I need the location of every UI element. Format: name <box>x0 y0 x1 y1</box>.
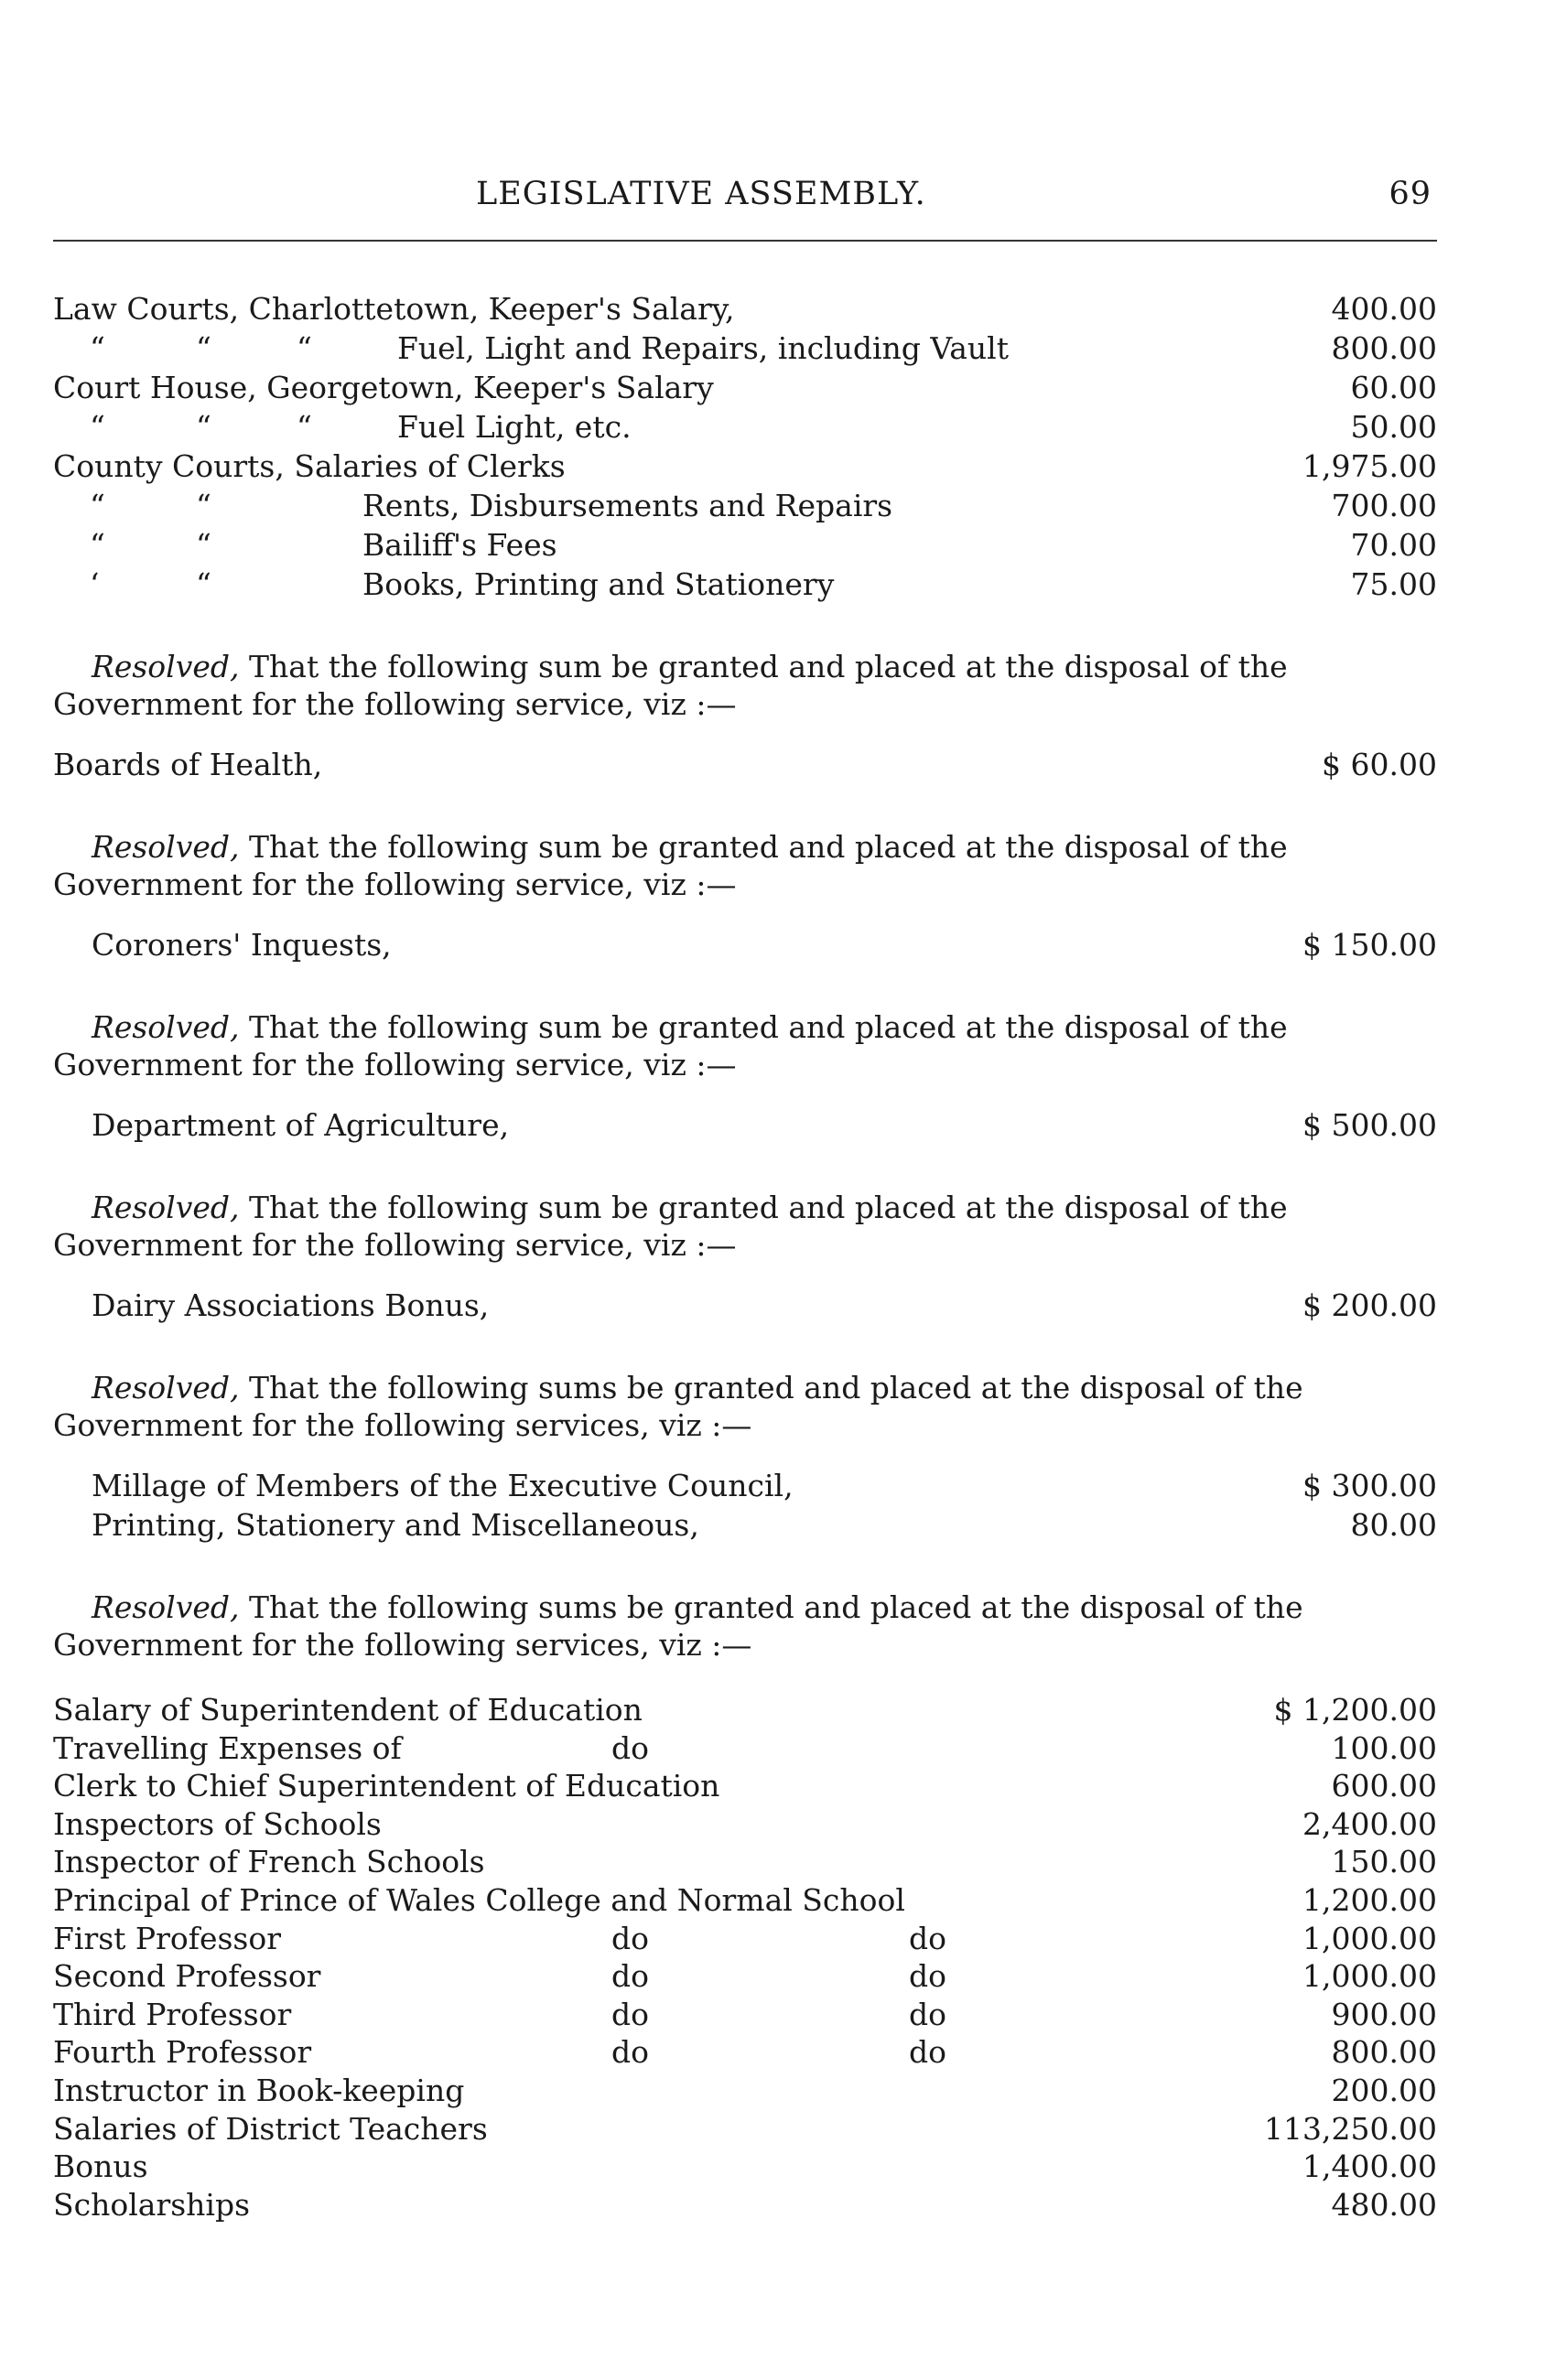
item-text: County Courts, Salaries of Clerks <box>53 448 566 484</box>
item-label <box>53 2148 1245 2186</box>
item-amount: 75.00 <box>1350 566 1437 602</box>
item-label <box>53 1920 1245 1958</box>
ditto-do: do <box>611 1920 649 1956</box>
grant-item <box>53 1105 1437 1145</box>
item-label <box>53 2186 1245 2224</box>
grant-label: Millage of Members of the Executive Council, <box>92 1468 794 1503</box>
list-item <box>53 486 1437 525</box>
resolution-body: That the following sum be granted and placed at the disposal of the Government for the following service, viz :— <box>53 1190 1288 1263</box>
item-label <box>53 1996 1245 2034</box>
ditto-do: do <box>909 1996 946 2032</box>
ditto-mark: “ <box>196 488 211 523</box>
item-amount: 150.00 <box>1331 1844 1437 1880</box>
ditto-do: do <box>611 2034 649 2071</box>
item-amount: 2,400.00 <box>1302 1805 1437 1842</box>
item-text: Principal of Prince of Wales College and Normal School <box>53 1881 905 1918</box>
grant-amount: $ 150.00 <box>1302 927 1437 963</box>
item-text: Clerk to Chief Superintendent of Education <box>53 1768 720 1804</box>
resolution-body: That the following sum be granted and placed at the disposal of the Government for the following service, viz :— <box>53 829 1288 902</box>
list-item <box>53 1996 1437 2034</box>
item-label <box>53 328 1245 368</box>
list-item <box>53 2033 1437 2072</box>
item-amount: 1,000.00 <box>1302 1958 1437 1995</box>
ditto-mark: “ <box>196 527 211 563</box>
item-amount: 200.00 <box>1331 2072 1437 2108</box>
list-item <box>53 1843 1437 1881</box>
item-text: Second Professor <box>53 1958 321 1995</box>
item-label <box>53 2033 1245 2072</box>
item-amount: 800.00 <box>1331 330 1437 366</box>
item-label <box>53 1957 1245 1996</box>
ditto-do: do <box>611 1958 649 1995</box>
item-amount: 60.00 <box>1350 370 1437 405</box>
item-text: Law Courts, Charlottetown, Keeper's Salary, <box>53 291 735 327</box>
item-text: Instructor in Book-keeping <box>53 2072 465 2108</box>
item-text: Bailiff's Fees <box>362 527 557 563</box>
item-amount: 700.00 <box>1331 488 1437 523</box>
item-label <box>53 1729 1245 1768</box>
grant-amount: 80.00 <box>1350 1507 1437 1543</box>
resolved-word: Resolved, <box>92 1370 240 1405</box>
item-text: Books, Printing and Stationery <box>362 566 835 602</box>
list-item <box>53 407 1437 447</box>
item-text: First Professor <box>53 1920 282 1956</box>
item-label <box>53 2072 1245 2110</box>
resolution <box>53 648 1437 784</box>
ditto-do: do <box>909 2034 946 2071</box>
resolved-word: Resolved, <box>92 1589 240 1625</box>
item-text: Salaries of District Teachers <box>53 2110 488 2147</box>
resolution-text <box>53 648 1437 723</box>
ditto-do: do <box>611 1996 649 2032</box>
resolution <box>53 1369 1437 1545</box>
item-amount: 1,400.00 <box>1302 2148 1437 2185</box>
item-amount: 480.00 <box>1331 2186 1437 2223</box>
item-text: Salary of Superintendent of Education <box>53 1692 643 1728</box>
ditto-mark: “ <box>90 527 105 563</box>
list-item <box>53 2110 1437 2148</box>
ditto-mark: “ <box>90 488 105 523</box>
item-text: Third Professor <box>53 1996 292 2032</box>
page-header <box>53 176 1437 221</box>
ditto-mark: “ <box>90 330 105 366</box>
item-text: Rents, Disbursements and Repairs <box>362 488 893 523</box>
item-text: Fuel, Light and Repairs, including Vault <box>397 330 1009 366</box>
item-amount: 600.00 <box>1331 1768 1437 1804</box>
item-label <box>53 2110 1245 2148</box>
grant-amount: $ 300.00 <box>1302 1468 1437 1503</box>
resolution-body: That the following sum be granted and placed at the disposal of the Government for the following service, viz :— <box>53 1009 1288 1082</box>
item-amount: 70.00 <box>1350 527 1437 563</box>
item-label <box>53 289 1245 328</box>
list-item <box>53 1805 1437 1844</box>
page-number: 69 <box>1389 176 1432 212</box>
grant-amount: $ 200.00 <box>1302 1287 1437 1323</box>
resolved-word: Resolved, <box>92 829 240 865</box>
item-label <box>53 1843 1245 1881</box>
resolved-word: Resolved, <box>92 1009 240 1045</box>
resolution-text <box>53 1189 1437 1264</box>
list-item <box>53 2148 1437 2186</box>
list-item <box>53 289 1437 328</box>
list-item <box>53 1691 1437 1729</box>
item-label <box>53 1881 1245 1920</box>
item-text: Court House, Georgetown, Keeper's Salary <box>53 370 714 405</box>
grant-item <box>53 1286 1437 1325</box>
running-title: LEGISLATIVE ASSEMBLY. <box>476 176 926 212</box>
item-text: Bonus <box>53 2148 148 2185</box>
item-text: Scholarships <box>53 2186 251 2223</box>
resolved-word: Resolved, <box>92 1190 240 1225</box>
ditto-mark: ‘ <box>90 566 100 602</box>
item-text: Inspectors of Schools <box>53 1805 382 1842</box>
grant-item <box>53 1505 1437 1545</box>
list-item <box>53 328 1437 368</box>
grant-item <box>53 925 1437 964</box>
grant-label: Coroners' Inquests, <box>92 927 392 963</box>
courts-list <box>53 289 1437 604</box>
ditto-do: do <box>909 1920 946 1956</box>
list-item <box>53 447 1437 486</box>
ditto-mark: “ <box>196 566 211 602</box>
grant-item <box>53 1466 1437 1505</box>
item-amount: 113,250.00 <box>1264 2110 1437 2147</box>
item-amount: 400.00 <box>1331 291 1437 327</box>
resolution-body: That the following sum be granted and placed at the disposal of the Government for the following service, viz :— <box>53 649 1288 722</box>
ditto-do: do <box>909 1958 946 1995</box>
list-item <box>53 2186 1437 2224</box>
grant-label: Dairy Associations Bonus, <box>92 1287 490 1323</box>
item-text: Travelling Expenses of <box>53 1729 402 1766</box>
resolution-text <box>53 1588 1437 1664</box>
item-amount: 800.00 <box>1331 2034 1437 2071</box>
grant-item <box>53 745 1437 784</box>
item-label <box>53 447 1245 486</box>
item-amount: 1,000.00 <box>1302 1920 1437 1956</box>
grant-amount: $ 60.00 <box>1322 747 1437 782</box>
list-item <box>53 368 1437 407</box>
list-item <box>53 1729 1437 1768</box>
item-label <box>53 1767 1245 1805</box>
resolution-text <box>53 1008 1437 1083</box>
item-label <box>53 525 1245 565</box>
ditto-mark: “ <box>196 409 211 445</box>
resolution-body: That the following sums be granted and placed at the disposal of the Government for the following services, viz :— <box>53 1370 1303 1443</box>
ditto-mark: “ <box>297 330 312 366</box>
education-list <box>53 1691 1437 2224</box>
resolution <box>53 1008 1437 1145</box>
item-text: Fourth Professor <box>53 2034 312 2071</box>
item-label <box>53 407 1245 447</box>
item-text: Inspector of French Schools <box>53 1844 485 1880</box>
item-amount: $ 1,200.00 <box>1273 1692 1437 1728</box>
ditto-mark: “ <box>90 409 105 445</box>
ditto-mark: “ <box>196 330 211 366</box>
ditto-do: do <box>611 1729 649 1766</box>
list-item <box>53 1957 1437 1996</box>
grant-label: Printing, Stationery and Miscellaneous, <box>92 1507 699 1543</box>
header-rule <box>53 240 1437 242</box>
resolutions <box>53 648 1437 1545</box>
item-amount: 50.00 <box>1350 409 1437 445</box>
resolution-text <box>53 828 1437 903</box>
item-amount: 1,975.00 <box>1302 448 1437 484</box>
item-label <box>53 1691 1245 1729</box>
list-item <box>53 2072 1437 2110</box>
grant-amount: $ 500.00 <box>1302 1107 1437 1143</box>
education-resolution <box>53 1588 1437 1664</box>
list-item <box>53 525 1437 565</box>
item-text: Fuel Light, etc. <box>397 409 632 445</box>
resolution-body: That the following sums be granted and placed at the disposal of the Government for the following services, viz :— <box>53 1589 1303 1663</box>
resolved-word: Resolved, <box>92 649 240 684</box>
ditto-mark: “ <box>297 409 312 445</box>
list-item <box>53 1920 1437 1958</box>
resolution-text <box>53 1369 1437 1444</box>
grant-label: Department of Agriculture, <box>92 1107 510 1143</box>
item-amount: 1,200.00 <box>1302 1881 1437 1918</box>
grant-label: Boards of Health, <box>53 747 323 782</box>
list-item <box>53 1881 1437 1920</box>
resolution <box>53 1189 1437 1325</box>
item-label <box>53 486 1245 525</box>
list-item <box>53 1767 1437 1805</box>
item-label <box>53 368 1245 407</box>
list-item <box>53 565 1437 604</box>
item-label <box>53 1805 1245 1844</box>
item-amount: 100.00 <box>1331 1729 1437 1766</box>
item-amount: 900.00 <box>1331 1996 1437 2032</box>
item-label <box>53 565 1245 604</box>
resolution <box>53 828 1437 964</box>
